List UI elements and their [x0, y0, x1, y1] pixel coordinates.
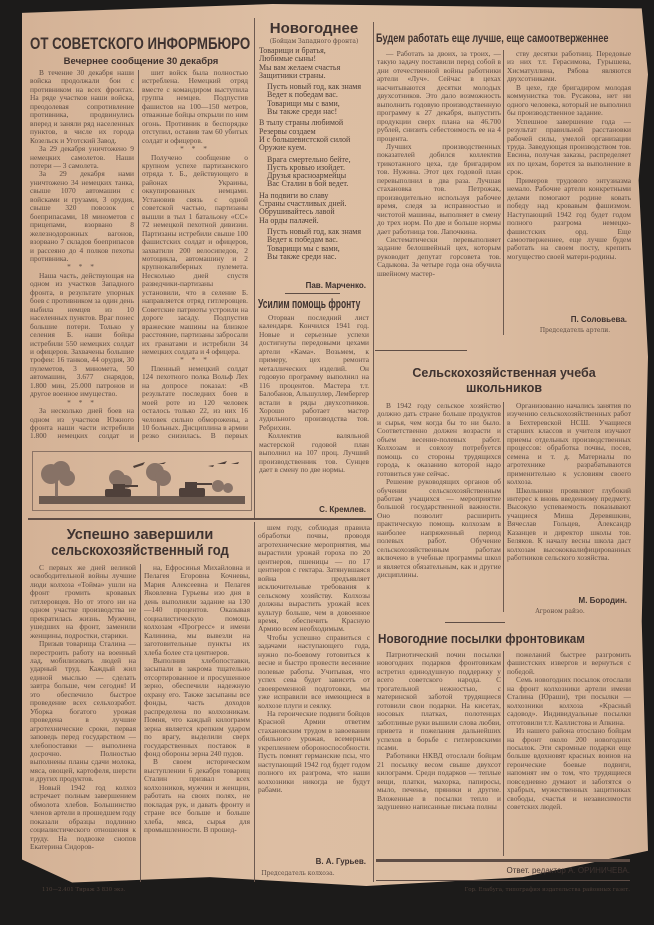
uspeshno-title	[30, 527, 250, 559]
sovinform-title: ОТ СОВЕТСКОГО ИНФОРМБЮРО	[30, 34, 251, 53]
budem-column-1	[377, 50, 501, 335]
poem-line: Любимые сыны!	[259, 54, 316, 64]
poem-line: В тылу страны любимой	[259, 118, 344, 128]
paragraph: Школьники проявляют глубокий интерес к вновь введенному предмету. Высокую успеваемость показывают учащиеся Миша Деревяшкин, Вячеслав Гольцев, Александр Казанцев и директор школы тов. Беляков. К началу весны школа даст колхозам высококвалифицированных работников сельского хозяйства.	[507, 485, 631, 563]
usilim-title: Усилим помощь фронту	[258, 297, 361, 311]
poem-line: На подвиги во славу	[259, 190, 329, 200]
poem-line: Пусть новый год, как знамя	[267, 82, 362, 92]
poem-line: Вы также среди нас!	[267, 107, 338, 117]
poem-line: Оружие куем.	[259, 143, 307, 153]
poem-stanza	[259, 156, 371, 189]
column-divider	[138, 70, 139, 442]
ucheba-author: М. Бородин.	[578, 596, 627, 605]
paragraph: Примеров трудового энтузиазма немало. Рабочие артели конкретными делами помогают родине ковать победу над кровавым фашизмом. Наступающий 1942 год будет годом полного разгрома немецко-фашистских орд. Еще самоотверженнее, еще лучше будем работать на своем посту, крепить могущество своей матери-родины.	[507, 175, 631, 261]
divider	[375, 350, 467, 351]
column-divider	[254, 18, 255, 518]
ucheba-column-1	[377, 402, 501, 612]
paragraph: В 1942 году сельское хозяйство должно дать стране больше продуктов и сырья, чем когда бы то ни было. Соответственно должен возрасти и объем весенне-полевых работ. Колхозам и совхозу потребуется помощь со стороны трудящихся города, к оказанию которой надо готовиться уже сейчас.	[377, 402, 501, 478]
paragraph: Лучших производственных показателей добился коллектив трикотажного цеха, где бригадиром тов. Нужина. Этот цех годовой план перевыполнил в два раза. Лучшая стахановка тов. Петрожак, производительно используя рабочее время, следя за исправностью и чистотой машины, выполняет в смену до трех норм. По две и больше нормы дает работница тов. Лапочкина.	[377, 141, 501, 236]
paragraph: Чтобы успешно справиться с задачами наступающего года, нужно по-боевому готовиться к весне и быстро провести весенние полевые работы. Учитывая, что успех сева будет зависеть от своевременной подготовки, мы уже исправили все имеющиеся в колхозе плуги и сеялку.	[258, 632, 370, 710]
poem-line: Друзья красноармейцы	[267, 171, 347, 181]
poem-stanza	[259, 192, 371, 225]
uspeshno-column-3	[258, 524, 370, 854]
paragraph: Патриотический почин посылки новогодних подарков фронтовикам встретил единодушную поддержку у всего советского народа. С трогательной нежностью, с материнской заботой трудящиеся готовили свои подарки. На кисетах, носовых платках, полотенцах заботливые руки вышили слова любви, привета и пожелания дальнейших успехов в борьбе с гитлеровскими псами.	[377, 651, 501, 752]
paragraph: В цехе, где бригадиром молодая коммунистка тов. Русакова, нет ни одного человека, который не выполнил бы производственное задание.	[507, 82, 631, 118]
separator-stars: * * *	[180, 144, 210, 154]
uspeshno-author-role: Председатель колхоза.	[261, 870, 335, 877]
print-run: 110—2.401 Тираж 3 830 экз.	[42, 887, 126, 893]
poem-stanza	[259, 83, 371, 116]
paragraph: на, Ефросинья Михайловна и Пелагея Егоровна Кочневы, Мария Алексеевна и Пелагея Яковлевна Гурьевы изо дня в день выполняли задание на 130—140 процентов. Оказывая социалистическую помощь колхозам «Прогресс» и имени Калинина, мы вывезли на заготовительные пункты их хлеба более ста центнеров.	[144, 564, 250, 657]
poem-line: Товарищи мы с вами,	[267, 98, 340, 108]
paragraph: ству десятки работниц. Передовые из них т.т. Герасимова, Гурышева, Хисматуллина, Рябова являются двухсотниками.	[507, 50, 631, 84]
uspeshno-title-line-2: сельскохозяйственный год	[51, 543, 229, 559]
paragraph: В своем историческом выступлении 6 декабря товарищ Сталин призвал всех колхозников, мужчин и женщин, работать на своих полях, не покладая рук, и давать фронту и стране все больше и больше хлеба, мяса, сырья для промышленности. В прошед-	[144, 757, 250, 835]
poem-line: Обрушивайтесь лавой	[259, 207, 335, 217]
ucheba-title-line-2: школьников	[465, 381, 543, 395]
sovinform-column-2	[142, 69, 248, 441]
column-divider	[503, 651, 504, 856]
poem-line: Ведет к победам вас.	[267, 90, 338, 100]
ucheba-column-2	[507, 402, 631, 592]
paragraph: шем году, соблюдая правила обработки почвы, проводя агротехнические мероприятия, мы вырастили урожай гороха по 20 центнеров, пшеницы — по 17 центнеров с гектара. Затянувшаяся война предъявляет исключительные требования к сельскому хозяйству. Колхозы должны вырастить урожай всех культур больше, чем в довоенное время, обеспечить Красную Армию всем необходимым.	[258, 524, 370, 634]
paragraph: С первых же дней великой освободительной войны лучшие люди колхоза «Тойма» ушли на фронт громить кровавых гитлеровцев. Но от этого ни на одном участке производства не прекратилась жизнь. Мужчин, ушедших на фронт, заменили женщины, подростки, старики.	[30, 564, 136, 640]
ucheba-title	[376, 366, 632, 396]
poem-stanza	[259, 119, 371, 152]
paragraph: Оторван последний лист календаря. Кончился 1941 год. Новые и серьезные успехи достигнуты передовыми цехами артели «Кама». Возьмем, к примеру, цех ремонта металлических изделий. Он годовую программу выполнил на 116 процентов. Мастера т.т. Балобанов, Альшуллер, Лембергер встали в ряды двухсотников. Хорошо работает мастер лудильного производства тов. Ребрихин.	[259, 314, 369, 432]
editor-credit: Ответ. редактор А. ОРИНИЧЕВА.	[506, 866, 630, 875]
column-divider	[254, 522, 255, 882]
paragraph: пожеланий быстрее разгромить фашистских извергов и вернуться с победой.	[507, 651, 631, 676]
paragraph: За несколько дней боев на одном из участков Южного фронта наши части истребили 1.800 немецких солдат и	[30, 406, 134, 441]
budem-title: Будем работать еще лучше, еще самоотверженнее	[376, 33, 609, 45]
column-divider	[503, 402, 504, 612]
uspeshno-title-line-1: Успешно завершили	[66, 527, 214, 543]
poem-dedication: (Бойцам Западного фронта)	[269, 38, 359, 45]
paragraph: За 29 декабря уничтожено 9 немецких самолетов. Наши потери — 3 самолета.	[30, 144, 134, 170]
sovinform-column-1	[30, 69, 134, 441]
paragraph: Успешное завершение года — результат правильной расстановки рабочей силы, умелой организации труда. Заведующая производством тов. Евсина, получая заказы, распределяет их по цехам, борется за выполнение в срок.	[507, 116, 631, 177]
poem-line: Страны счастливых дней.	[259, 199, 347, 209]
budem-author: П. Соловьева.	[570, 315, 627, 324]
poem-line: Защитники страны.	[259, 70, 326, 80]
paragraph: Наша часть, действующая на одном из участков Западного фронта, в результате упорных боев с противником за один день выбила немцев из 10 населенных пунктов. Враг понес большие потери. Только у селения Б. наши бойцы истребили 550 немецких солдат и офицеров. Захвачены большие трофеи: 16 танков, 44 орудия, 30 пулеметов, 3 миномета, 50 автомашин, 3.677 снарядов, 1.800 мин, 25.000 патронов и другое военное имущество.	[30, 270, 134, 399]
poem-body	[259, 47, 371, 264]
poem-line: Товарищи и братья,	[259, 46, 326, 55]
usilim-author: С. Кремлев.	[319, 505, 366, 514]
poem-title: Новогоднее	[269, 20, 359, 37]
poem-line: Ведет к победам вас.	[267, 235, 338, 245]
paragraph: Новый 1942 год колхоз встречает полным завершением обмолота хлебов. Большинство членов артели в прошедшем году показали образцы подлинно социалистического отношения к труду. На подвозке снопов Екатерина Сидоров-	[30, 782, 136, 851]
posylki-column-1	[377, 651, 501, 856]
uspeshno-column-1	[30, 564, 136, 882]
poem-line: Пусть новый год, как знамя	[267, 226, 362, 236]
poem-line: На орды палачей.	[259, 215, 319, 225]
paragraph: Выполнив хлебопоставки, засыпали в закрома тщательно отсортированное и просушенное зерно, обеспечили надежную охрану его. Также засыпаны все фонды, часть доходов распределена по колхозникам. Помня, что каждый килограмм зерна является крепким ударом по врагу, выделили сверх государственных поставок в фонд обороны зерна 240 пудов.	[144, 655, 250, 758]
divider	[445, 622, 505, 623]
paragraph: Призыв товарища Сталина — перестроить работу на военный лад, мобилизовать людей на ударный труд. Каждый жил единой мыслью — сделать завтра больше, чем сегодня! И это обеспечило быстрое проведение всех сельхозработ. Уборка богатого урожая проведена в лучшие агротехнические сроки, первая заповедь перед государством — хлебопоставки — выполнена досрочно. Полностью выполнены планы сдачи молока, мяса, овощей, картофеля, шерсти и других продуктов.	[30, 639, 136, 784]
poem-stanza	[259, 228, 371, 261]
uspeshno-column-2	[144, 564, 250, 882]
paragraph: Коллектив валяльной мастерской годовой план выполнил на 107 проц. Лучший производственник тов. Сунцев дает в смену по две нормы.	[259, 431, 369, 475]
column-divider	[503, 50, 504, 335]
column-divider	[373, 22, 374, 882]
footer-rule	[376, 880, 630, 881]
budem-author-role: Председатель артели.	[539, 327, 611, 334]
ucheba-title-line-1: Сельскохозяйственная учеба	[412, 366, 596, 380]
paragraph: Организованно начались занятия по изучению сельскохозяйственных работ в Бехтеревской НСШ. Учащиеся старших классов и учителя изучают приемы отдельных производственных процессов: обработка почвы, посев, семена и т. д. Материалы по агротехнике разрабатываются применительно к условиям своего колхоза.	[507, 402, 631, 487]
usilim-body	[259, 314, 369, 502]
posylki-column-2	[507, 651, 631, 856]
ucheba-author-role: Агроном райзо.	[535, 608, 585, 615]
paragraph: Получено сообщение о крупном успехе партизанского отряда т. Б., действующего в районах Украины, оккупированных немцами. Установив связь с одной советской частью, партизаны вышли в тыл 1 батальону «СС» 72 немецкой пехотной дивизии. Партизаны истребили свыше 100 фашистских солдат и офицеров, захватили 200 велосипедов, 2 мотоцикла, автомашину и 2 крупнокалиберных пулемета. Несколько дней спустя разведчики-партизаны установили, что в селение Б. направляется отряд гитлеровцев. Советские патриоты устроили на дороге засаду. Подпустив вражеские машины на близкое расстояние, партизаны забросали их гранатами и истребили 34 немецких солдата и 4 офицера.	[142, 152, 248, 356]
poem-line: И с большевистской силой	[259, 134, 351, 144]
poem-line: Вас Сталин в бой ведет.	[267, 179, 349, 189]
posylki-title: Новогодние посылки фронтовикам	[378, 631, 585, 646]
poem-line: Резервы создаем	[259, 126, 316, 136]
separator-stars: * * *	[180, 355, 210, 365]
tanks-and-planes-icon	[33, 452, 251, 510]
column-divider	[140, 564, 141, 882]
poem-line: Товарищи мы с вами,	[267, 243, 340, 253]
paragraph: Решение руководящих органов об обучении сельскохозяйственным работам учащихся — мероприятие большой государственной важности. Оно позволит расширить практическую помощь колхозам в наиболее напряженный период полевых работ. Обучение сельскохозяйственным работам включено в учебные программы школ и является обязательным, как и другие дисциплины.	[377, 477, 501, 580]
separator-stars: * * *	[67, 262, 97, 272]
sovinform-subtitle: Вечернее сообщение 30 декабря	[63, 56, 219, 67]
divider	[285, 293, 340, 294]
separator-stars: * * *	[67, 397, 97, 407]
battle-illustration	[32, 451, 252, 511]
footer-rule	[376, 859, 630, 862]
poem-author: Пав. Марченко.	[305, 281, 366, 290]
budem-column-2	[507, 50, 631, 312]
printer-info: Гор. Елабуга, типография издательства районных газет.	[464, 887, 630, 893]
poem-stanza	[259, 47, 371, 80]
poem-line: Пусть кровью изойдет.	[267, 162, 345, 172]
paragraph: — Работать за двоих, за троих, — такую задачу поставили перед собой в дни отечественной войны работники артели «Луч». Сейчас в цехах насчитываются десятки молодых двухсотников. Это дало возможность выполнить годовую производственную программу к 27 декабря, выпустить продукции сверх плана на 46.700 рублей, снизить себестоимость ее на 4 процента.	[377, 50, 501, 143]
paragraph: шит войск была полностью истреблена. Немецкий отряд вместе с командиром выступила группа немцев. Подпустив фашистов на 100—150 метров, отважные бойцы открыли по ним огонь. Противник в беспорядке отступил, оставив там 60 убитых солдат и офицеров.	[142, 69, 248, 145]
poem-line: Врага смертельно бейте,	[267, 154, 351, 164]
uspeshno-author: В. А. Гурьев.	[315, 857, 366, 866]
poem-line: Мы вам желаем счастья	[259, 62, 341, 72]
paragraph: Семь новогодних посылок отослали на фронт колхозники артели имени Сталина (Юраши), три посылки — колхозники колхоза «Красный садовод». Индивидуальные посылки отготовили т.т. Каллистова и Апкина.	[507, 675, 631, 727]
paragraph: Работники НКВД отослали бойцам 21 посылку весом свыше двухсот килограмм. Среди подарков — теплые вещи, платки, махорка, папиросы, мыло, печенье, пряники и другие. Вложенные в посылки тепло и задушевно написанные письма полны	[377, 751, 501, 812]
paragraph: Из нашего района отослано бойцам на фронт около 200 новогодних посылок. Эти скромные подарки еще больше вдохновят красных воинов на героические боевые подвиги, напомнят им о том, что трудящиеся повседневно думают и заботятся о храбрых, мужественных защитниках свободы, счастья и независимости советских людей.	[507, 726, 631, 812]
paragraph: Пленный немецкий солдат 124 пехотного полка Вольф Лех на допросе показал: «В результате последних боев в моей роте из 120 человек осталось только 22, из них 16 человек сильно обморожены, а 10 больных. Дисциплина в армии резко снизилась. В первых	[142, 363, 248, 441]
section-divider	[28, 518, 372, 520]
paragraph: За 29 декабря нами уничтожено 34 немецких танка, свыше 1070 автомашин с войсками и грузами, 3 орудия, свыше 320 повозок с боеприпасами, 18 минометов с прицепами, взорвано 8 железнодорожных вагонов, взорвано 7 складов боеприпасов и рассеяно до 4 полков пехоты противника.	[30, 169, 134, 263]
poem-line: Вы также среди нас.	[267, 251, 337, 261]
paragraph: Систематически перевыполняет задание белошвейный цех, которым руководит депутат горсовета тов. Садыкова. За четыре года она обучила швейному мастер-	[377, 234, 501, 278]
paragraph: На героические подвиги бойцов Красной Армии ответим стахановским трудом в завоевании обильного урожая, всемерным укреплением обороноспособности. Пусть помнят германские псы, что наступающий 1942 год будет годом полного их разгрома, что наши колхозники никогда не будут рабами.	[258, 708, 370, 795]
paragraph: В течение 30 декабря наши войска продолжали бои с противником на всех фронтах. На ряде участков наши войска, преодолевая сопротивление противника, продвинулись вперед и заняли ряд населенных пунктов, в числе их города Козельск и Уготский Завод.	[30, 69, 134, 145]
